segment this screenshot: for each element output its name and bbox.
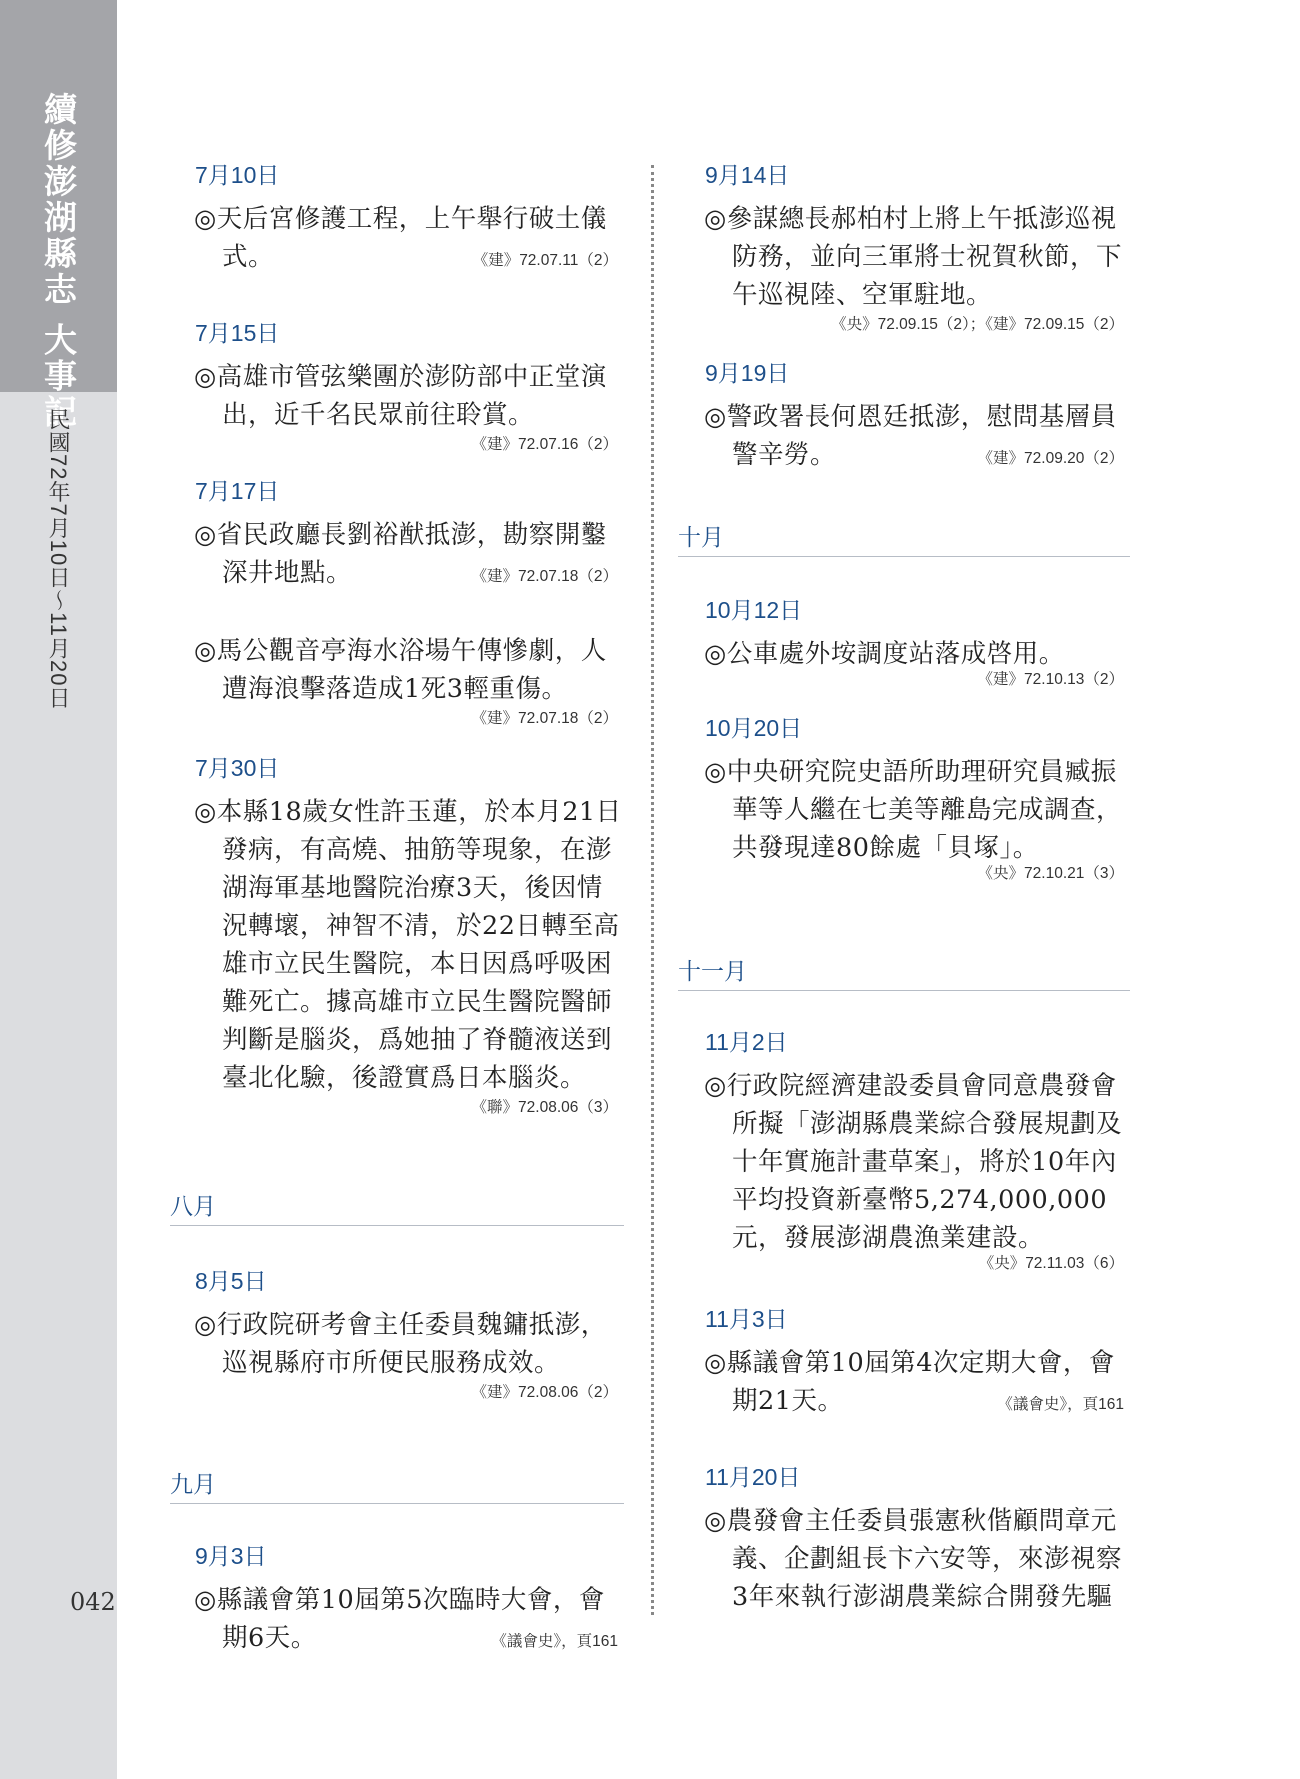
entry-text: ◎縣議會第10屆第5次臨時大會，會期6天。: [194, 1585, 605, 1653]
entry-block: [170, 1266, 626, 1404]
entry-date: 10月20日: [705, 715, 803, 741]
month-heading: 十月: [678, 519, 1130, 557]
entry-date: 10月12日: [705, 597, 803, 623]
entry-block: [170, 1541, 626, 1657]
entry-date: 11月20日: [705, 1464, 801, 1490]
entry-date: 7月30日: [195, 755, 280, 781]
entry-text: ◎警政署長何恩廷抵澎，慰問基層員警辛勞。: [704, 402, 1117, 470]
entry-text: ◎行政院研考會主任委員魏鏞抵澎，巡視縣府市所便民服務成效。: [194, 1310, 607, 1378]
entry-date: 9月14日: [705, 162, 790, 188]
entry-block: [680, 160, 1132, 336]
entry-date: 7月10日: [195, 162, 280, 188]
month-heading: 八月: [170, 1188, 624, 1226]
entry-source: 《議會史》，頁161: [997, 1396, 1124, 1413]
entry-date: 8月5日: [195, 1268, 267, 1294]
entry-block: [680, 595, 1132, 691]
entry-source: 《建》72.08.06（2）: [471, 1384, 618, 1401]
entry-source: 《建》72.07.18（2）: [471, 710, 618, 727]
entry-block: [170, 753, 626, 1119]
entry-date: 9月3日: [195, 1543, 267, 1569]
entry-text: ◎行政院經濟建設委員會同意農發會所擬「澎湖縣農業綜合發展規劃及十年實施計畫草案」，將於10年內平均投資新臺幣5,274,000,000元，發展澎湖農漁業建設。: [704, 1071, 1123, 1253]
entry-source: 《建》72.07.11（2）: [472, 252, 618, 269]
entry-text: ◎省民政廳長劉裕猷抵澎，勘察開鑿深井地點。: [194, 520, 607, 588]
book-title: 續修澎湖縣志 大事記: [39, 92, 78, 431]
column-divider: [651, 165, 654, 1615]
entry-source: 《議會史》，頁161: [491, 1633, 618, 1650]
entry-block: [170, 160, 626, 276]
entry-text: ◎本縣18歲女性許玉蓮，於本月21日發病，有高燒、抽筋等現象，在澎湖海軍基地醫院治療3天，後因情況轉壞，神智不清，於22日轉至高雄市立民生醫院，本日因爲呼吸困難死亡。據高雄市立民生醫院醫師判斷是腦炎，爲她抽了脊髓液送到臺北化驗，後證實爲日本腦炎。: [194, 797, 622, 1093]
entry-source: 《央》72.10.21（3）: [977, 865, 1124, 882]
date-range: 民國72年7月10日〜11月20日: [46, 408, 71, 710]
entry-text: ◎公車處外垵調度站落成啓用。: [704, 639, 1065, 669]
entry-source: 《建》72.07.16（2）: [471, 436, 618, 453]
entry-date: 11月2日: [705, 1029, 788, 1055]
entry-block: [170, 632, 626, 730]
entry-date: 9月19日: [705, 360, 790, 386]
entry-source: 《建》72.09.20（2）: [977, 450, 1124, 467]
entry-block: [680, 358, 1132, 474]
entry-block: [680, 1027, 1132, 1275]
entry-block: [680, 1462, 1132, 1616]
entry-text: ◎馬公觀音亭海水浴場午傳慘劇，人遭海浪擊落造成1死3輕重傷。: [194, 636, 607, 704]
entry-block: [680, 713, 1132, 885]
entry-source: 《央》72.09.15（2）；《建》72.09.15（2）: [831, 316, 1124, 333]
entry-block: [170, 476, 626, 592]
entry-text: ◎高雄市管弦樂團於澎防部中正堂演出，近千名民眾前往聆賞。: [194, 362, 607, 430]
entry-text: ◎縣議會第10屆第4次定期大會，會期21天。: [704, 1348, 1115, 1416]
entry-date: 11月3日: [705, 1306, 788, 1332]
entry-source: 《建》72.10.13（2）: [977, 671, 1124, 688]
month-heading: 九月: [170, 1466, 624, 1504]
entry-block: [170, 318, 626, 456]
page-number: 042: [70, 1588, 116, 1616]
month-heading: 十一月: [678, 953, 1130, 991]
entry-block: [680, 1304, 1132, 1420]
entry-source: 《央》72.11.03（6）: [978, 1255, 1124, 1272]
entry-date: 7月17日: [195, 478, 280, 504]
entry-text: ◎農發會主任委員張憲秋偕顧問章元義、企劃組長卞六安等，來澎視察3年來執行澎湖農業綜合開發先驅: [704, 1506, 1123, 1612]
entry-source: 《建》72.07.18（2）: [471, 568, 618, 585]
entry-source: 《聯》72.08.06（3）: [471, 1099, 618, 1116]
entry-text: ◎參謀總長郝柏村上將上午抵澎巡視防務，並向三軍將士祝賀秋節，下午巡視陸、空軍駐地。: [704, 204, 1123, 310]
entry-text: ◎天后宮修護工程，上午舉行破土儀式。: [194, 204, 607, 272]
entry-date: 7月15日: [195, 320, 280, 346]
entry-text: ◎中央研究院史語所助理研究員臧振華等人繼在七美等離島完成調查，共發現達80餘處「貝塚」。: [704, 757, 1123, 863]
sidebar: [0, 0, 117, 1779]
